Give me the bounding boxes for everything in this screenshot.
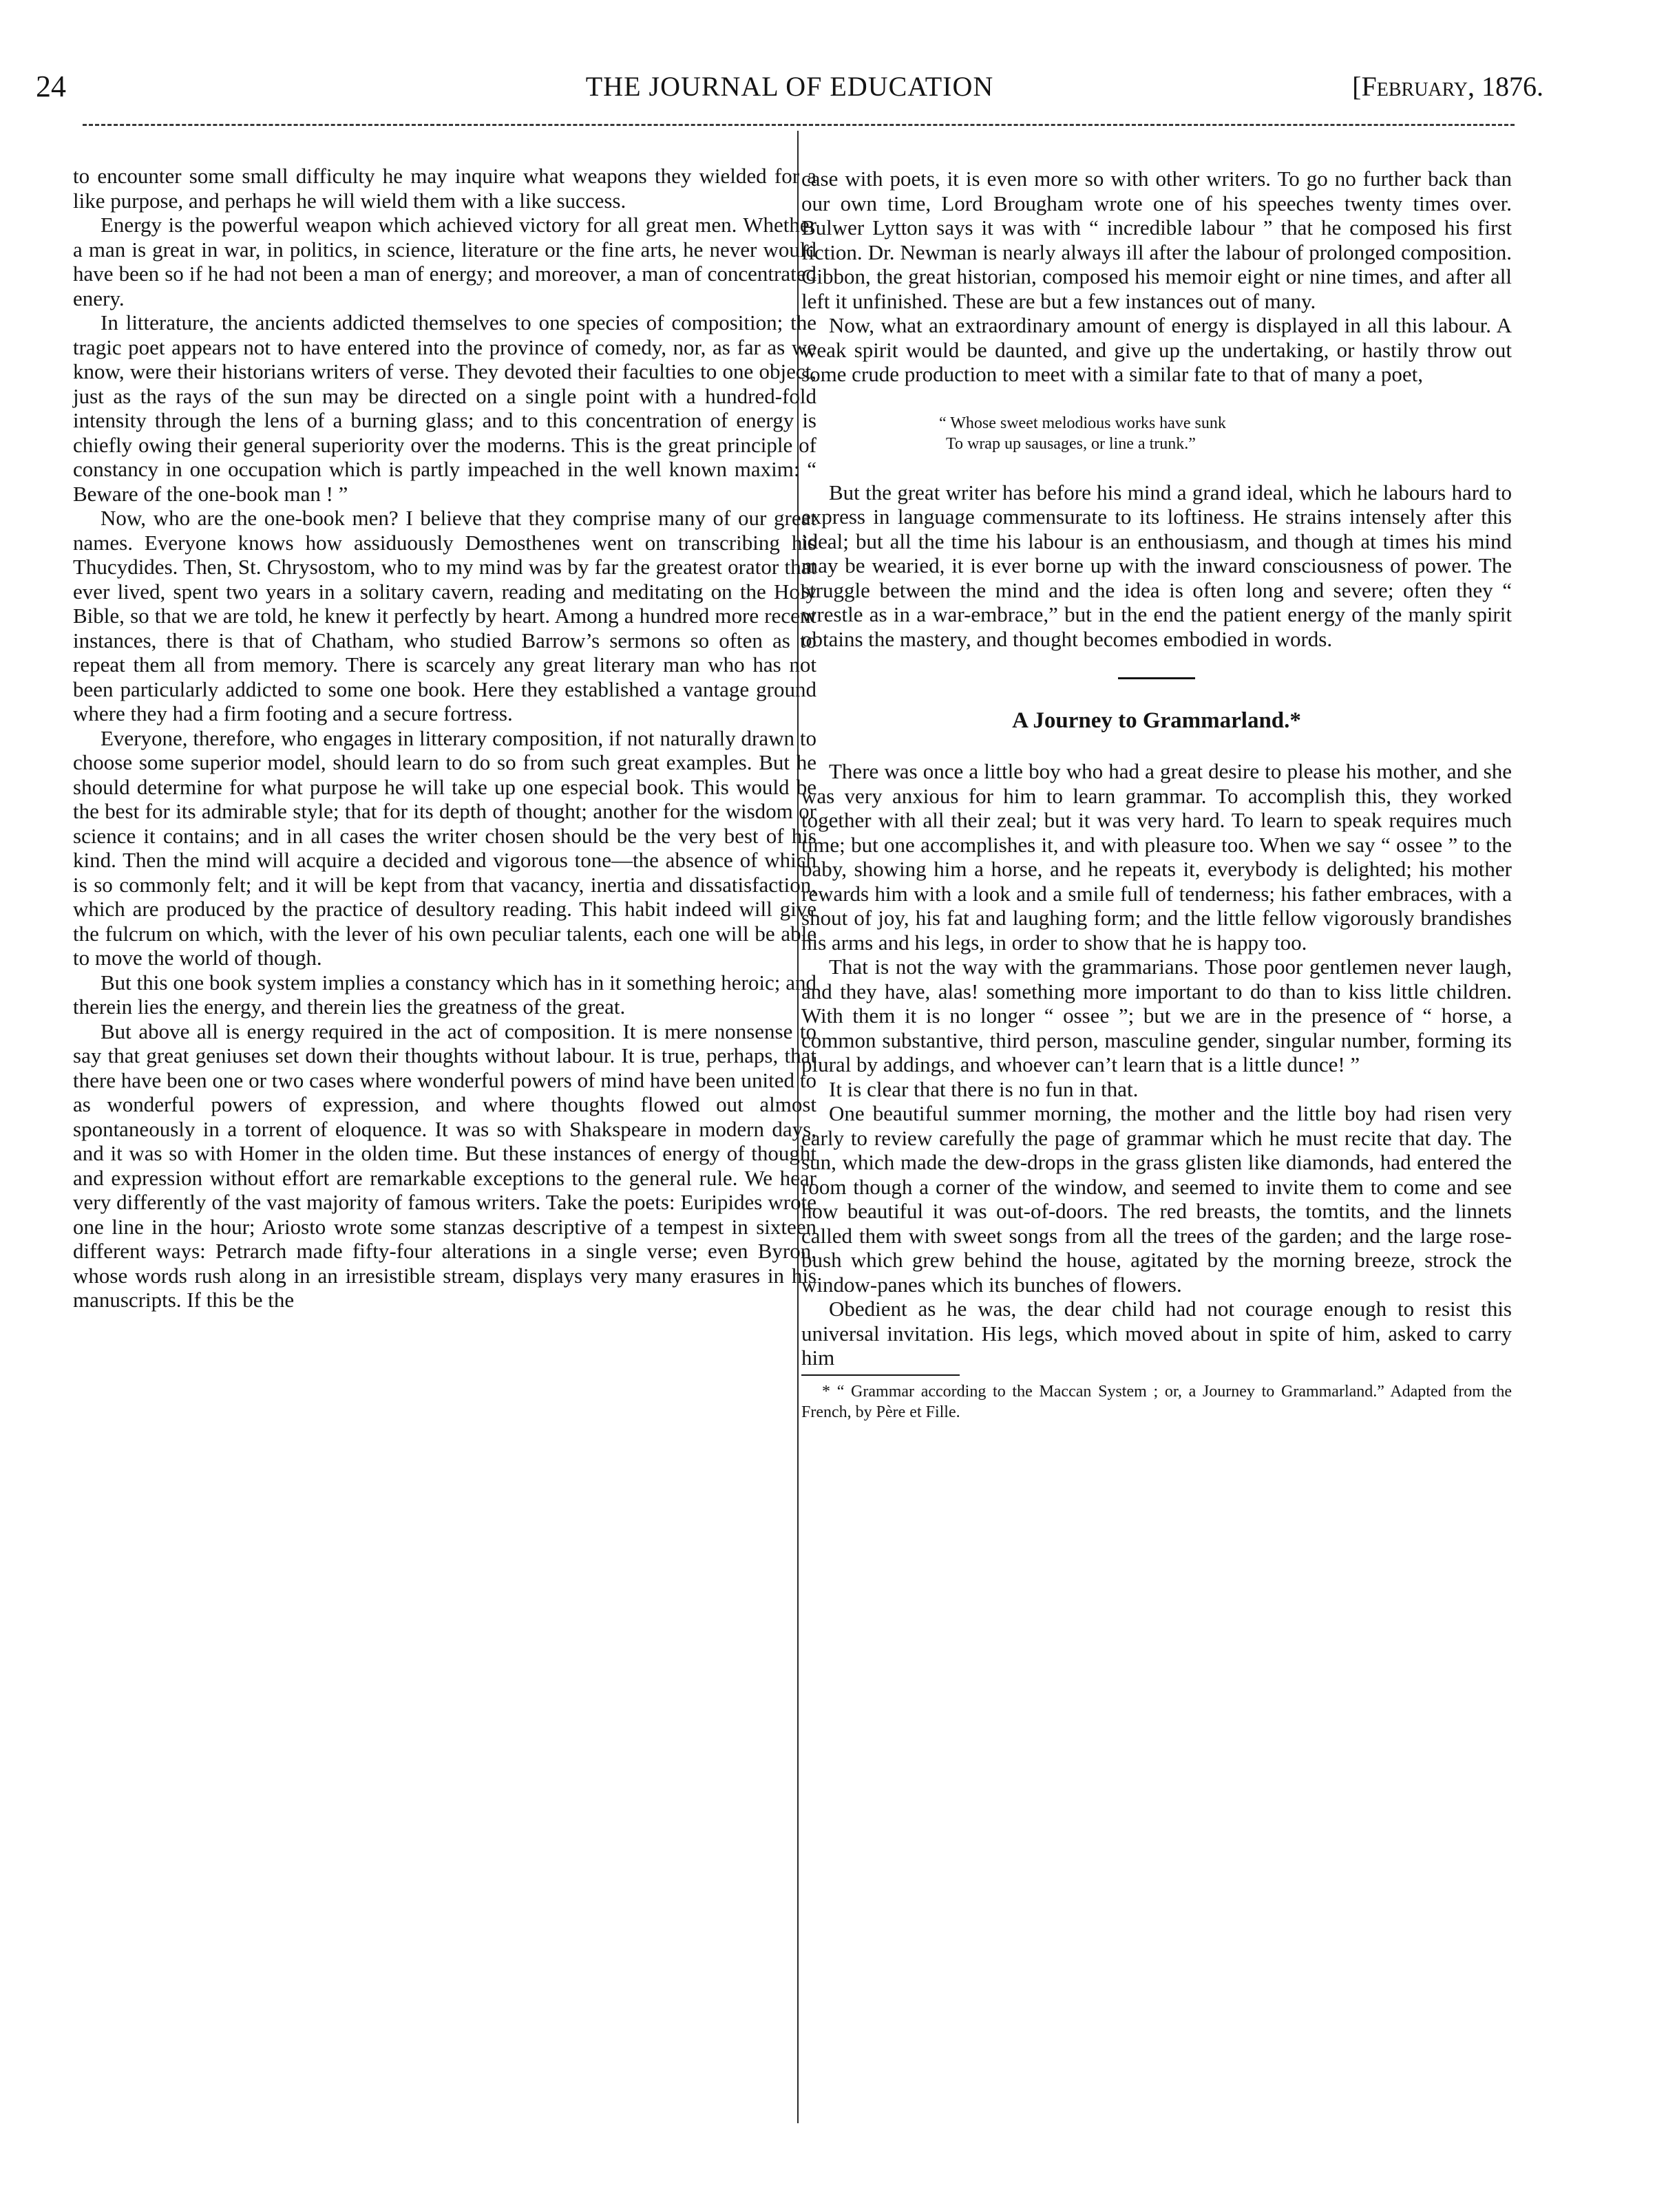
verse-line: “ Whose sweet melodious works have sunk xyxy=(939,414,1226,432)
section-divider xyxy=(1118,677,1195,679)
paragraph: Everyone, therefore, who engages in litterary composition, if not naturally drawn to choose some superior model, should learn to do so from such great examples. But he should determine for what purpose he will take up one especial book. This would be the best for its admirable style; that for its depth of thought; another for the wisdom or science it contains; and in all cases the writer chosen should be the very best of his kind. Then the mind will acquire a decided and vigorous tone—the absence of which is so commonly felt; and it will be kept from that vacancy, inertia and dissatisfaction, which are produced by the practice of desultory reading. This habit indeed will give the fulcrum on which, with the lever of his own peculiar talents, each one will be able to move the world of though. xyxy=(73,725,816,970)
issue-date: [February, 1876. xyxy=(1352,71,1543,102)
footnote-rule xyxy=(801,1374,960,1376)
footnote: * “ Grammar according to the Maccan System ; or, a Journey to Grammarland.” Adapted from the French, by Père et Fille. xyxy=(801,1382,1512,1421)
left-column xyxy=(73,164,816,1312)
header-rule xyxy=(83,124,1515,126)
paragraph: case with poets, it is even more so with other writers. To go no further back than our own time, Lord Brougham wrote one of his speeches twenty times over. Bulwer Lytton says it was with “ incredible labour ” that he composed his first fiction. Dr. Newman is nearly always ill after the labour of prolonged composition. Gibbon, the great historian, composed his memoir eight or nine times, and after all left it unfinished. These are but a few instances out of many. xyxy=(801,167,1512,313)
paragraph: There was once a little boy who had a great desire to please his mother, and she was very anxious for him to learn grammar. To accomplish this, they worked together with all their zeal; but it was very hard. To learn to speak requires much time; but one accomplishes it, and with pleasure too. When we say “ ossee ” to the baby, showing him a horse, and he repeats it, everybody is delighted; his mother rewards him with a look and a smile full of tenderness; his father embraces, with a shout of joy, his fat and laughing form; and the little fellow vigorously brandishes his arms and his legs, in order to show that he is happy too. xyxy=(801,759,1512,955)
right-column xyxy=(801,167,1512,1423)
paragraph: But this one book system implies a constancy which has in it something heroic; and therein lies the energy, and therein lies the greatness of the great. xyxy=(73,970,816,1019)
paragraph: Energy is the powerful weapon which achieved victory for all great men. Whether a man is great in war, in politics, in science, literature or the fine arts, he never would have been so if he had not been a man of energy; and moreover, a man of concentrated enery. xyxy=(73,213,816,310)
paragraph: That is not the way with the grammarians. Those poor gentlemen never laugh, and they have, alas! something more important to do than to kiss little children. With them it is no longer “ ossee ”; but we are in the presence of “ horse, a common substantive, third person, masculine gender, singular number, forming its plural by addings, and whoever can’t learn that is a little dunce! ” xyxy=(801,955,1512,1076)
page-header xyxy=(36,66,1543,107)
verse-line: To wrap up sausages, or line a trunk.” xyxy=(946,434,1196,453)
section-heading: A Journey to Grammarland.* xyxy=(1012,708,1301,733)
paragraph: to encounter some small difficulty he may inquire what weapons they wielded for a like purpose, and perhaps he will wield them with a like success. xyxy=(73,164,816,213)
paragraph: Now, who are the one-book men? I believe that they comprise many of our great names. Everyone knows how assiduously Demosthenes went on transcribing his Thucydides. Then, St. Chrysostom, who to my mind was by far the greatest orator that ever lived, spent two years in a solitary cavern, reading and meditating on the Holy Bible, so that we are told, he knew it perfectly by heart. Among a hundred more recent instances, there is that of Chatham, who studied Barrow’s sermons so often as to repeat them all from memory. There is scarcely any great literary man who has not been particularly addicted to some one book. Here they established a vantage ground where they had a firm footing and a secure fortress. xyxy=(73,506,816,725)
journal-title: THE JOURNAL OF EDUCATION xyxy=(585,71,994,102)
page-number: 24 xyxy=(36,70,66,103)
paragraph: Now, what an extraordinary amount of energy is displayed in all this labour. A weak spirit would be daunted, and give up the undertaking, or hastily throw out some crude production to meet with a similar fate to that of many a poet, xyxy=(801,313,1512,386)
paragraph: But above all is energy required in the act of composition. It is mere nonsense to say that great geniuses set down their thoughts without labour. It is true, perhaps, that there have been one or two cases where wonderful powers of mind have been united to as wonderful powers of expression, and where thoughts flowed out almost spontaneously in a torrent of eloquence. It was so with Shakspeare in modern days, and it was so with Homer in the olden time. But these instances of energy of thought and expression without effort are remarkable exceptions to the general rule. We hear very differently of the vast majority of famous writers. Take the poets: Euripides wrote one line in the hour; Ariosto wrote some stanzas descriptive of a tempest in sixteen different ways: Petrarch made fifty-four alterations in a single verse; even Byron, whose words rush along in an irresistible stream, displays very many erasures in his manuscripts. If this be the xyxy=(73,1019,816,1312)
paragraph: Obedient as he was, the dear child had not courage enough to resist this universal invitation. His legs, which moved about in spite of him, asked to carry him xyxy=(801,1297,1512,1370)
verse-quote xyxy=(801,413,1512,454)
paragraph: One beautiful summer morning, the mother and the little boy had risen very early to review carefully the page of grammar which he must recite that day. The sun, which made the dew-drops in the grass glisten like diamonds, had entered the room though a corner of the window, and seemed to invite them to come and see how beautiful it was out-of-doors. The red breasts, the tomtits, and the linnets called them with sweet songs from all the trees of the garden; and the large rose-bush which grew behind the house, agitated by the morning breeze, strock the window-panes which its bunches of flowers. xyxy=(801,1101,1512,1297)
paragraph: But the great writer has before his mind a grand ideal, which he labours hard to express in language commensurate to its loftiness. He strains intensely after this ideal; but all the time his labour is an enthousiasm, and though at times his mind may be wearied, it is ever borne up with the inward consciousness of power. The struggle between the mind and the idea is often long and severe; often they “ wrestle as in a war-embrace,” but in the end the patient energy of the manly spirit obtains the mastery, and thought becomes embodied in words. xyxy=(801,480,1512,651)
paragraph: In litterature, the ancients addicted themselves to one species of composition; the tragic poet appears not to have entered into the province of comedy, nor, as far as we know, were their historians writers of verse. They devoted their faculties to one object, just as the rays of the sun may be directed on a single point with a hundred-fold intensity through the lens of a burning glass; and to this concentration of energy is chiefly owing their general superiority over the moderns. This is the great principle of constancy in one occupation which is partly impeached in the well known maxim: “ Beware of the one-book man ! ” xyxy=(73,310,816,506)
paragraph: It is clear that there is no fun in that. xyxy=(829,1076,1139,1101)
